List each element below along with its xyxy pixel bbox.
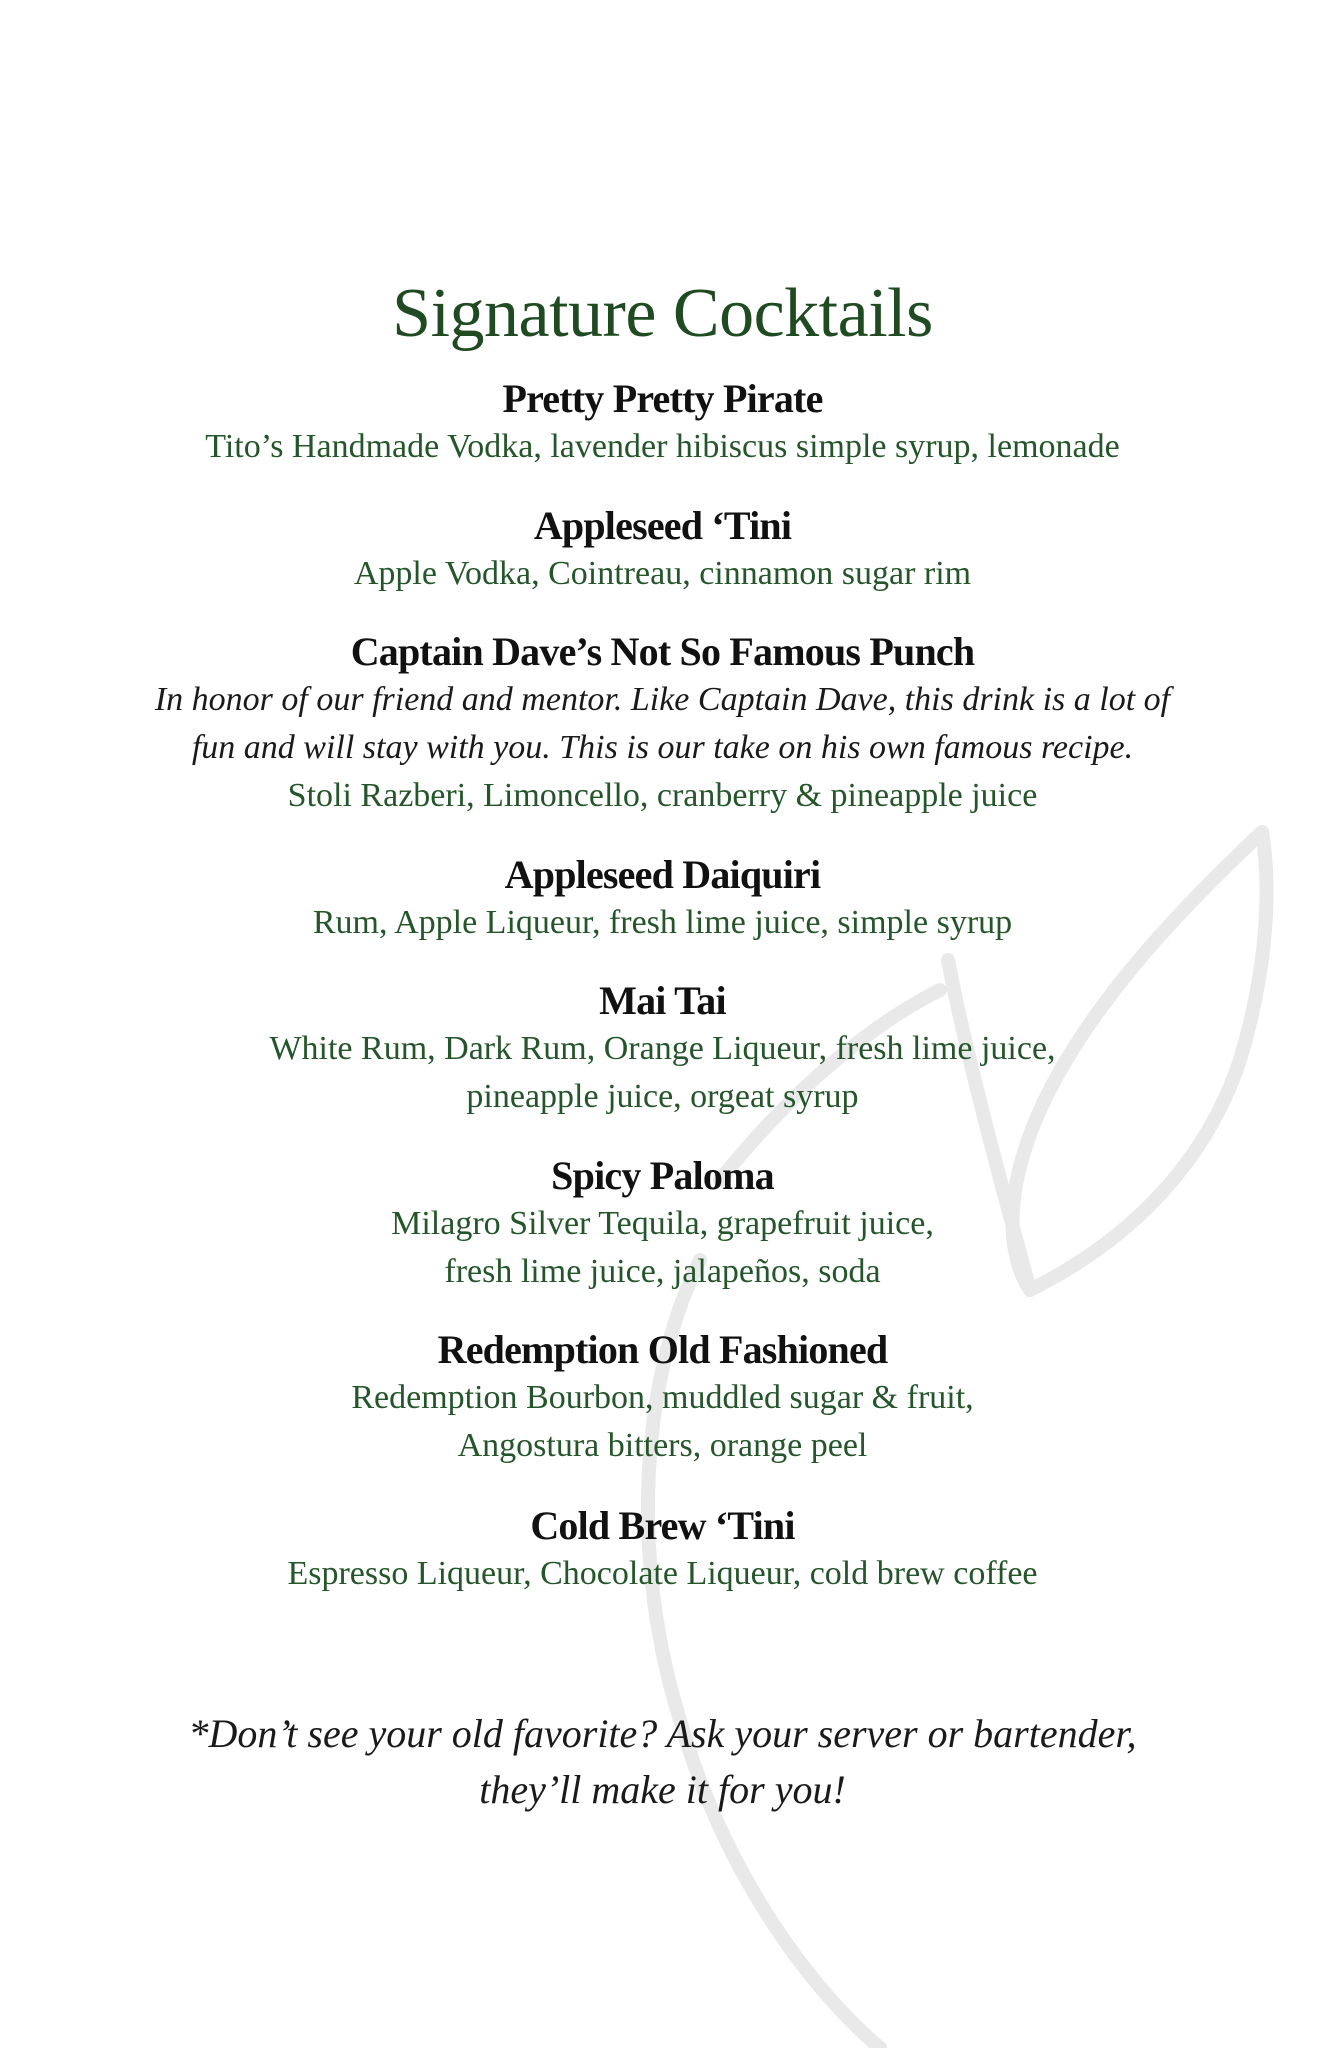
menu-item-appleseed-tini (0, 502, 1325, 598)
menu-item-description: Angostura bitters, orange peel (457, 1427, 868, 1464)
menu-item-pretty-pretty-pirate (0, 375, 1325, 471)
menu-item-description: Milagro Silver Tequila, grapefruit juice, (391, 1205, 934, 1242)
menu-item-note: In honor of our friend and mentor. Like Captain Dave, this drink is a lot of (154, 681, 1171, 718)
menu-item-name: Pretty Pretty Pirate (502, 376, 823, 421)
menu-item-spicy-paloma (0, 1152, 1325, 1296)
menu-item-note: fun and will stay with you. This is our take on his own famous recipe. (191, 729, 1134, 766)
menu-item-description: Tito’s Handmade Vodka, lavender hibiscus simple syrup, lemonade (205, 428, 1120, 465)
footnote-line: *Don’t see your old favorite? Ask your server or bartender, (188, 1711, 1137, 1756)
menu-item-description: Espresso Liqueur, Chocolate Liqueur, cold brew coffee (287, 1555, 1038, 1592)
menu-item-description: Stoli Razberi, Limoncello, cranberry & pineapple juice (287, 777, 1038, 814)
menu-item-name: Captain Dave’s Not So Famous Punch (350, 629, 975, 674)
menu-item-name: Cold Brew ‘Tini (530, 1503, 795, 1548)
menu-item-name: Mai Tai (599, 978, 726, 1023)
menu-item-description: Apple Vodka, Cointreau, cinnamon sugar rim (353, 555, 972, 592)
menu-title: Signature Cocktails (392, 275, 933, 352)
menu-item-description: Rum, Apple Liqueur, fresh lime juice, simple syrup (312, 904, 1013, 941)
menu-item-mai-tai (0, 977, 1325, 1121)
menu-item-description: pineapple juice, orgeat syrup (466, 1078, 859, 1115)
menu-item-redemption-old-fashioned (0, 1326, 1325, 1470)
menu-item-description: Redemption Bourbon, muddled sugar & fruit, (351, 1379, 974, 1416)
footnote-line: they’ll make it for you! (479, 1767, 846, 1812)
menu-item-appleseed-daiquiri (0, 851, 1325, 947)
menu-item-description: White Rum, Dark Rum, Orange Liqueur, fresh lime juice, (269, 1030, 1056, 1067)
menu-footnote (0, 1706, 1325, 1818)
menu-item-name: Appleseed Daiquiri (504, 852, 821, 897)
menu-item-name: Redemption Old Fashioned (437, 1327, 888, 1372)
menu-item-name: Appleseed ‘Tini (533, 503, 792, 548)
menu-item-captain-daves-punch (0, 628, 1325, 820)
menu-item-description: fresh lime juice, jalapeños, soda (444, 1253, 881, 1290)
menu-item-cold-brew-tini (0, 1502, 1325, 1598)
menu-item-name: Spicy Paloma (551, 1153, 774, 1198)
